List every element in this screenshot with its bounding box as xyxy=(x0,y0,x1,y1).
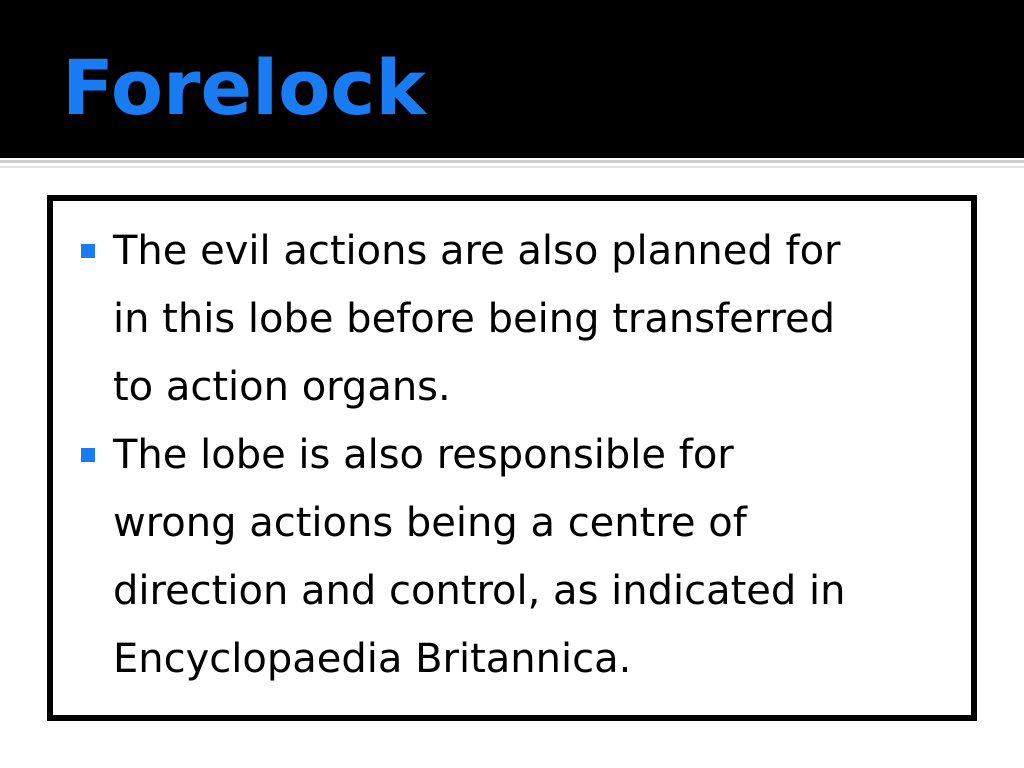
bullet-item xyxy=(73,421,963,693)
title-divider-secondary xyxy=(0,166,1024,168)
bullet-line: The lobe is also responsible for xyxy=(113,432,734,478)
slide-title: Forelock xyxy=(62,43,426,132)
bullet-line: to action organs. xyxy=(113,364,451,410)
bullet-list xyxy=(73,217,963,693)
square-bullet-icon xyxy=(81,448,95,462)
square-bullet-icon xyxy=(81,244,95,258)
bullet-line: wrong actions being a centre of xyxy=(113,500,747,546)
bullet-line: in this lobe before being transferred xyxy=(113,296,836,342)
bullet-line: Encyclopaedia Britannica. xyxy=(113,636,632,682)
bullet-line: direction and control, as indicated in xyxy=(113,568,846,614)
content-box xyxy=(47,195,977,721)
title-divider xyxy=(0,160,1024,163)
bullet-item xyxy=(73,217,963,421)
bullet-line: The evil actions are also planned for xyxy=(113,228,841,274)
